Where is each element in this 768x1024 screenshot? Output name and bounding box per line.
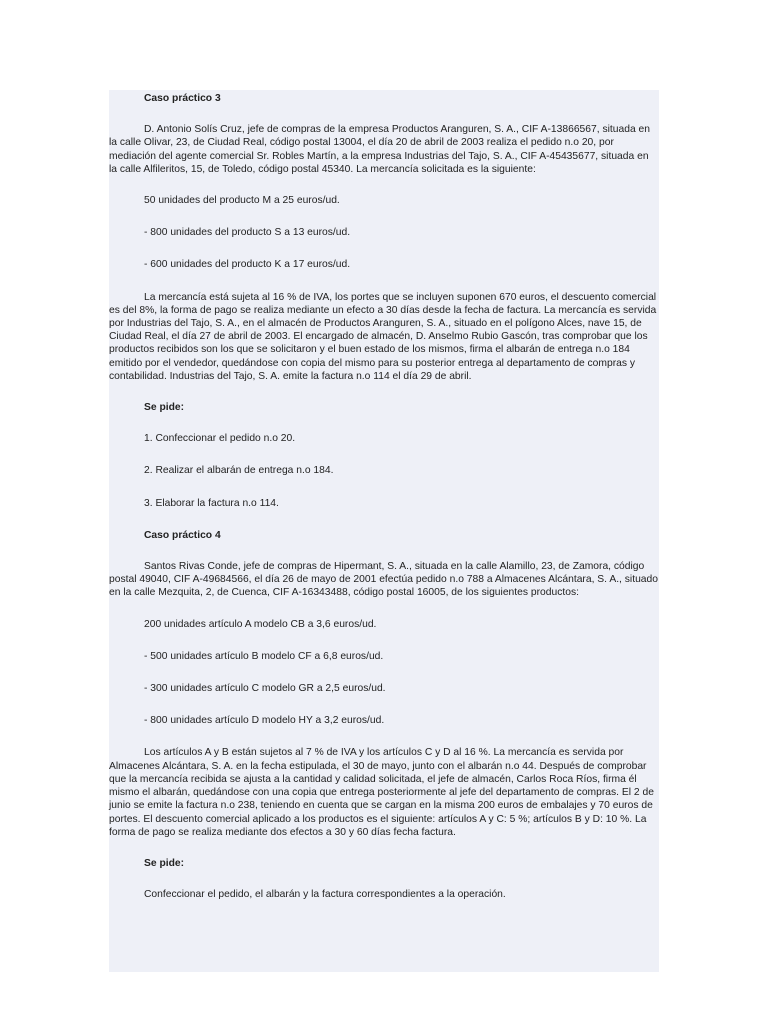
document-body xyxy=(109,90,659,901)
caso4-item: - 800 unidades artículo D modelo HY a 3,2 euros/ud. xyxy=(144,715,385,727)
caso3-task: 3. Elaborar la factura n.o 114. xyxy=(144,497,279,509)
caso3-title: Caso práctico 3 xyxy=(144,93,221,104)
caso4-details: Los artículos A y B están sujetos al 7 % de IVA y los artículos C y D al 16 %. La mercancía es servida por Almacenes Alcántara, S. A. en la fecha estipulada, el 30 de mayo, junto con el albarán n.o 44. Después de comprobar que la mercancía recibida se ajusta a la cantidad y calidad solicitada, el jefe de almacén, Carlos Roca Ríos, firma él mismo el albarán, quedándose con una copia que entrega posteriormente al jefe del departamento de compras. El 2 de junio se emite la factura n.o 238, teniendo en cuenta que se cargan en la misma 200 euros de embalajes y 70 euros de portes. El descuento comercial aplicado a los productos es el siguiente: artículos A y C: 5 %; artículos B y D: 10 %. La forma de pago se realiza mediante dos efectos a 30 y 60 días fecha factura. xyxy=(109,747,654,838)
document-page xyxy=(109,90,659,972)
caso3-task: 1. Confeccionar el pedido n.o 20. xyxy=(144,433,296,445)
caso4-se-pide: Se pide: xyxy=(144,857,185,869)
caso3-item: - 600 unidades del producto K a 17 euros/ud. xyxy=(144,259,351,271)
caso3-item: 50 unidades del producto M a 25 euros/ud. xyxy=(144,195,340,207)
caso3-item: - 800 unidades del producto S a 13 euros/ud. xyxy=(144,227,351,239)
caso3-task: 2. Realizar el albarán de entrega n.o 184. xyxy=(144,465,334,477)
caso4-title: Caso práctico 4 xyxy=(144,529,221,541)
caso4-task: Confeccionar el pedido, el albarán y la factura correspondientes a la operación. xyxy=(144,889,506,901)
caso4-item: - 300 unidades artículo C modelo GR a 2,5 euros/ud. xyxy=(144,683,386,695)
caso3-se-pide: Se pide: xyxy=(144,402,185,414)
caso3-intro: D. Antonio Solís Cruz, jefe de compras de la empresa Productos Aranguren, S. A., CIF A-13866567, situada en la calle Olivar, 23, de Ciudad Real, código postal 13004, el día 20 de abril de 2003 realiza el pedido n.o 20, por mediación del agente comercial Sr. Robles Martín, a la empresa Industrias del Tajo, S. A., CIF A-45435677, situada en la calle Alfileritos, 15, de Toledo, código postal 45340. La mercancía solicitada es la siguiente: xyxy=(109,124,650,175)
caso4-item: - 500 unidades artículo B modelo CF a 6,8 euros/ud. xyxy=(144,650,384,662)
caso3-details: La mercancía está sujeta al 16 % de IVA, los portes que se incluyen suponen 670 euros, el descuento comercial es del 8%, la forma de pago se realiza mediante un efecto a 30 días desde la fecha de factura. La mercancía es servida por Industrias del Tajo, S. A., en el almacén de Productos Aranguren, S. A., situado en el polígono Alces, nave 15, de Ciudad Real, el día 27 de abril de 2003. El encargado de almacén, D. Anselmo Rubio Gascón, tras comprobar que los productos recibidos son los que se solicitaron y el buen estado de los mismos, firma el albarán de entrega n.o 184 emitido por el vendedor, quedándose con copia del mismo para su posterior entrega al departamento de compras y contabilidad. Industrias del Tajo, S. A. emite la factura n.o 114 el día 29 de abril. xyxy=(109,291,657,382)
caso4-intro: Santos Rivas Conde, jefe de compras de Hipermant, S. A., situada en la calle Alamillo, 23, de Zamora, código postal 49040, CIF A-49684566, el día 26 de mayo de 2001 efectúa pedido n.o 788 a Almacenes Alcántara, S. A., situado en la calle Mezquita, 2, de Cuenca, CIF A-16343488, código postal 16005, de los siguientes productos: xyxy=(109,561,658,599)
caso4-item: 200 unidades artículo A modelo CB a 3,6 euros/ud. xyxy=(144,618,377,630)
